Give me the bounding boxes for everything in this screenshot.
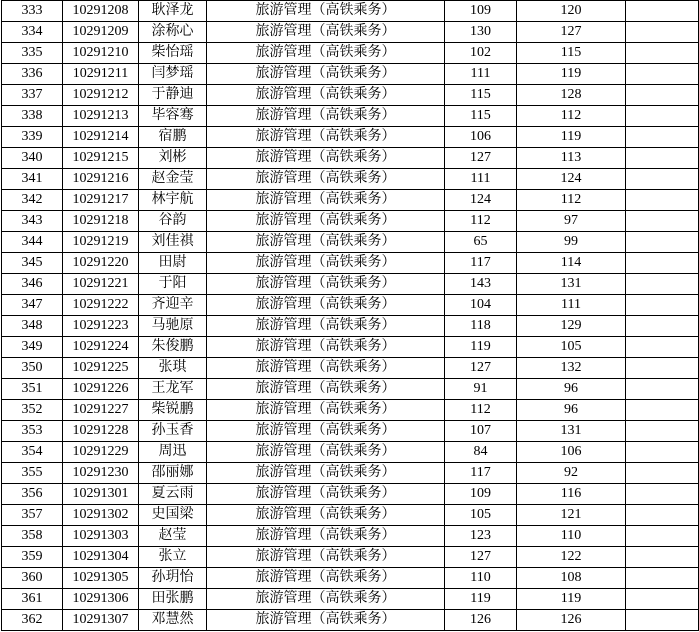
score2-cell: 127 (517, 22, 626, 43)
row-number-cell: 355 (2, 463, 63, 484)
score1-cell: 115 (445, 106, 517, 127)
student-id-cell: 10291210 (63, 43, 139, 64)
row-number-cell: 361 (2, 589, 63, 610)
student-id-cell: 10291228 (63, 421, 139, 442)
row-number-cell: 347 (2, 295, 63, 316)
empty-cell (626, 22, 699, 43)
score1-cell: 84 (445, 442, 517, 463)
major-cell: 旅游管理（高铁乘务） (207, 400, 445, 421)
score2-cell: 106 (517, 442, 626, 463)
score1-cell: 109 (445, 484, 517, 505)
score1-cell: 117 (445, 253, 517, 274)
student-id-cell: 10291307 (63, 610, 139, 631)
name-cell: 宿鹏 (139, 127, 207, 148)
table-row (2, 589, 699, 610)
table-row (2, 43, 699, 64)
score1-cell: 109 (445, 1, 517, 22)
major-cell: 旅游管理（高铁乘务） (207, 421, 445, 442)
score1-cell: 127 (445, 547, 517, 568)
score2-cell: 126 (517, 610, 626, 631)
table-row (2, 169, 699, 190)
major-cell: 旅游管理（高铁乘务） (207, 295, 445, 316)
major-cell: 旅游管理（高铁乘务） (207, 589, 445, 610)
score2-cell: 110 (517, 526, 626, 547)
row-number-cell: 335 (2, 43, 63, 64)
major-cell: 旅游管理（高铁乘务） (207, 211, 445, 232)
score1-cell: 65 (445, 232, 517, 253)
row-number-cell: 349 (2, 337, 63, 358)
major-cell: 旅游管理（高铁乘务） (207, 253, 445, 274)
table-row (2, 148, 699, 169)
name-cell: 张立 (139, 547, 207, 568)
major-cell: 旅游管理（高铁乘务） (207, 337, 445, 358)
row-number-cell: 338 (2, 106, 63, 127)
name-cell: 涂称心 (139, 22, 207, 43)
major-cell: 旅游管理（高铁乘务） (207, 232, 445, 253)
student-id-cell: 10291216 (63, 169, 139, 190)
major-cell: 旅游管理（高铁乘务） (207, 43, 445, 64)
row-number-cell: 334 (2, 22, 63, 43)
score2-cell: 124 (517, 169, 626, 190)
major-cell: 旅游管理（高铁乘务） (207, 106, 445, 127)
name-cell: 周迅 (139, 442, 207, 463)
row-number-cell: 357 (2, 505, 63, 526)
major-cell: 旅游管理（高铁乘务） (207, 1, 445, 22)
student-id-cell: 10291223 (63, 316, 139, 337)
table-row (2, 316, 699, 337)
row-number-cell: 333 (2, 1, 63, 22)
row-number-cell: 354 (2, 442, 63, 463)
student-id-cell: 10291305 (63, 568, 139, 589)
score1-cell: 143 (445, 274, 517, 295)
score1-cell: 102 (445, 43, 517, 64)
table-row (2, 211, 699, 232)
score2-cell: 113 (517, 148, 626, 169)
row-number-cell: 346 (2, 274, 63, 295)
score2-cell: 129 (517, 316, 626, 337)
student-id-cell: 10291304 (63, 547, 139, 568)
score1-cell: 119 (445, 589, 517, 610)
row-number-cell: 351 (2, 379, 63, 400)
table-row (2, 295, 699, 316)
score1-cell: 111 (445, 64, 517, 85)
row-number-cell: 341 (2, 169, 63, 190)
empty-cell (626, 169, 699, 190)
empty-cell (626, 505, 699, 526)
empty-cell (626, 610, 699, 631)
score1-cell: 117 (445, 463, 517, 484)
major-cell: 旅游管理（高铁乘务） (207, 190, 445, 211)
empty-cell (626, 295, 699, 316)
row-number-cell: 350 (2, 358, 63, 379)
name-cell: 谷韵 (139, 211, 207, 232)
table-row (2, 610, 699, 631)
student-id-cell: 10291218 (63, 211, 139, 232)
table-row (2, 22, 699, 43)
name-cell: 夏云雨 (139, 484, 207, 505)
student-id-cell: 10291208 (63, 1, 139, 22)
major-cell: 旅游管理（高铁乘务） (207, 547, 445, 568)
student-id-cell: 10291230 (63, 463, 139, 484)
row-number-cell: 344 (2, 232, 63, 253)
empty-cell (626, 1, 699, 22)
table-row (2, 400, 699, 421)
student-score-table (1, 0, 699, 631)
table-row (2, 421, 699, 442)
score2-cell: 119 (517, 589, 626, 610)
table-body (2, 1, 699, 631)
table-row (2, 442, 699, 463)
row-number-cell: 362 (2, 610, 63, 631)
name-cell: 王龙军 (139, 379, 207, 400)
name-cell: 史国梁 (139, 505, 207, 526)
student-id-cell: 10291222 (63, 295, 139, 316)
name-cell: 林宇航 (139, 190, 207, 211)
major-cell: 旅游管理（高铁乘务） (207, 610, 445, 631)
major-cell: 旅游管理（高铁乘务） (207, 316, 445, 337)
score2-cell: 96 (517, 379, 626, 400)
name-cell: 齐迎辛 (139, 295, 207, 316)
student-id-cell: 10291215 (63, 148, 139, 169)
score1-cell: 112 (445, 211, 517, 232)
name-cell: 闫梦瑶 (139, 64, 207, 85)
empty-cell (626, 64, 699, 85)
major-cell: 旅游管理（高铁乘务） (207, 169, 445, 190)
empty-cell (626, 379, 699, 400)
empty-cell (626, 85, 699, 106)
row-number-cell: 337 (2, 85, 63, 106)
score2-cell: 99 (517, 232, 626, 253)
score1-cell: 130 (445, 22, 517, 43)
name-cell: 邓慧然 (139, 610, 207, 631)
student-id-cell: 10291306 (63, 589, 139, 610)
row-number-cell: 360 (2, 568, 63, 589)
score2-cell: 92 (517, 463, 626, 484)
table-row (2, 106, 699, 127)
major-cell: 旅游管理（高铁乘务） (207, 484, 445, 505)
row-number-cell: 345 (2, 253, 63, 274)
table-row (2, 379, 699, 400)
score1-cell: 105 (445, 505, 517, 526)
student-id-cell: 10291225 (63, 358, 139, 379)
major-cell: 旅游管理（高铁乘务） (207, 64, 445, 85)
name-cell: 毕容骞 (139, 106, 207, 127)
row-number-cell: 356 (2, 484, 63, 505)
score1-cell: 127 (445, 358, 517, 379)
student-id-cell: 10291301 (63, 484, 139, 505)
empty-cell (626, 127, 699, 148)
score1-cell: 123 (445, 526, 517, 547)
score2-cell: 120 (517, 1, 626, 22)
table-row (2, 1, 699, 22)
table-row (2, 463, 699, 484)
major-cell: 旅游管理（高铁乘务） (207, 358, 445, 379)
empty-cell (626, 547, 699, 568)
table-row (2, 127, 699, 148)
empty-cell (626, 484, 699, 505)
score1-cell: 111 (445, 169, 517, 190)
score2-cell: 131 (517, 274, 626, 295)
empty-cell (626, 106, 699, 127)
name-cell: 刘彬 (139, 148, 207, 169)
score1-cell: 112 (445, 400, 517, 421)
row-number-cell: 339 (2, 127, 63, 148)
table-row (2, 526, 699, 547)
score2-cell: 119 (517, 64, 626, 85)
score1-cell: 126 (445, 610, 517, 631)
empty-cell (626, 400, 699, 421)
student-id-cell: 10291219 (63, 232, 139, 253)
empty-cell (626, 442, 699, 463)
name-cell: 马驰原 (139, 316, 207, 337)
empty-cell (626, 232, 699, 253)
table-row (2, 568, 699, 589)
score2-cell: 108 (517, 568, 626, 589)
major-cell: 旅游管理（高铁乘务） (207, 463, 445, 484)
score2-cell: 112 (517, 106, 626, 127)
score2-cell: 96 (517, 400, 626, 421)
score2-cell: 119 (517, 127, 626, 148)
score1-cell: 124 (445, 190, 517, 211)
score2-cell: 114 (517, 253, 626, 274)
row-number-cell: 353 (2, 421, 63, 442)
name-cell: 田张鹏 (139, 589, 207, 610)
empty-cell (626, 274, 699, 295)
score2-cell: 97 (517, 211, 626, 232)
empty-cell (626, 337, 699, 358)
row-number-cell: 352 (2, 400, 63, 421)
student-id-cell: 10291217 (63, 190, 139, 211)
table-row (2, 505, 699, 526)
major-cell: 旅游管理（高铁乘务） (207, 85, 445, 106)
row-number-cell: 336 (2, 64, 63, 85)
student-id-cell: 10291221 (63, 274, 139, 295)
empty-cell (626, 316, 699, 337)
score1-cell: 115 (445, 85, 517, 106)
name-cell: 田尉 (139, 253, 207, 274)
score1-cell: 119 (445, 337, 517, 358)
major-cell: 旅游管理（高铁乘务） (207, 127, 445, 148)
empty-cell (626, 589, 699, 610)
row-number-cell: 359 (2, 547, 63, 568)
score2-cell: 105 (517, 337, 626, 358)
table-row (2, 190, 699, 211)
score2-cell: 131 (517, 421, 626, 442)
name-cell: 孙玥怡 (139, 568, 207, 589)
student-id-cell: 10291303 (63, 526, 139, 547)
score1-cell: 104 (445, 295, 517, 316)
score1-cell: 106 (445, 127, 517, 148)
name-cell: 柴锐鹏 (139, 400, 207, 421)
name-cell: 柴怡瑶 (139, 43, 207, 64)
empty-cell (626, 253, 699, 274)
student-id-cell: 10291226 (63, 379, 139, 400)
empty-cell (626, 211, 699, 232)
name-cell: 邵丽娜 (139, 463, 207, 484)
empty-cell (626, 190, 699, 211)
score1-cell: 127 (445, 148, 517, 169)
major-cell: 旅游管理（高铁乘务） (207, 505, 445, 526)
major-cell: 旅游管理（高铁乘务） (207, 148, 445, 169)
student-id-cell: 10291211 (63, 64, 139, 85)
score2-cell: 128 (517, 85, 626, 106)
major-cell: 旅游管理（高铁乘务） (207, 22, 445, 43)
row-number-cell: 348 (2, 316, 63, 337)
major-cell: 旅游管理（高铁乘务） (207, 379, 445, 400)
score1-cell: 110 (445, 568, 517, 589)
name-cell: 朱俊鹏 (139, 337, 207, 358)
table-row (2, 337, 699, 358)
score1-cell: 107 (445, 421, 517, 442)
major-cell: 旅游管理（高铁乘务） (207, 274, 445, 295)
score2-cell: 115 (517, 43, 626, 64)
name-cell: 于静迪 (139, 85, 207, 106)
table-row (2, 484, 699, 505)
empty-cell (626, 148, 699, 169)
empty-cell (626, 568, 699, 589)
row-number-cell: 343 (2, 211, 63, 232)
name-cell: 耿泽龙 (139, 1, 207, 22)
score2-cell: 121 (517, 505, 626, 526)
table-row (2, 253, 699, 274)
empty-cell (626, 358, 699, 379)
table-row (2, 64, 699, 85)
score2-cell: 132 (517, 358, 626, 379)
student-id-cell: 10291227 (63, 400, 139, 421)
score1-cell: 91 (445, 379, 517, 400)
table-row (2, 232, 699, 253)
name-cell: 赵莹 (139, 526, 207, 547)
score1-cell: 118 (445, 316, 517, 337)
major-cell: 旅游管理（高铁乘务） (207, 442, 445, 463)
table-row (2, 547, 699, 568)
row-number-cell: 358 (2, 526, 63, 547)
table-row (2, 358, 699, 379)
empty-cell (626, 43, 699, 64)
score2-cell: 122 (517, 547, 626, 568)
student-id-cell: 10291220 (63, 253, 139, 274)
empty-cell (626, 421, 699, 442)
score2-cell: 116 (517, 484, 626, 505)
major-cell: 旅游管理（高铁乘务） (207, 568, 445, 589)
name-cell: 于阳 (139, 274, 207, 295)
row-number-cell: 340 (2, 148, 63, 169)
student-id-cell: 10291214 (63, 127, 139, 148)
major-cell: 旅游管理（高铁乘务） (207, 526, 445, 547)
empty-cell (626, 526, 699, 547)
student-id-cell: 10291302 (63, 505, 139, 526)
score2-cell: 111 (517, 295, 626, 316)
name-cell: 刘佳祺 (139, 232, 207, 253)
student-id-cell: 10291229 (63, 442, 139, 463)
row-number-cell: 342 (2, 190, 63, 211)
score2-cell: 112 (517, 190, 626, 211)
table-row (2, 85, 699, 106)
student-id-cell: 10291213 (63, 106, 139, 127)
student-id-cell: 10291224 (63, 337, 139, 358)
empty-cell (626, 463, 699, 484)
name-cell: 孙玉香 (139, 421, 207, 442)
name-cell: 赵金莹 (139, 169, 207, 190)
student-id-cell: 10291209 (63, 22, 139, 43)
table-row (2, 274, 699, 295)
name-cell: 张琪 (139, 358, 207, 379)
student-id-cell: 10291212 (63, 85, 139, 106)
